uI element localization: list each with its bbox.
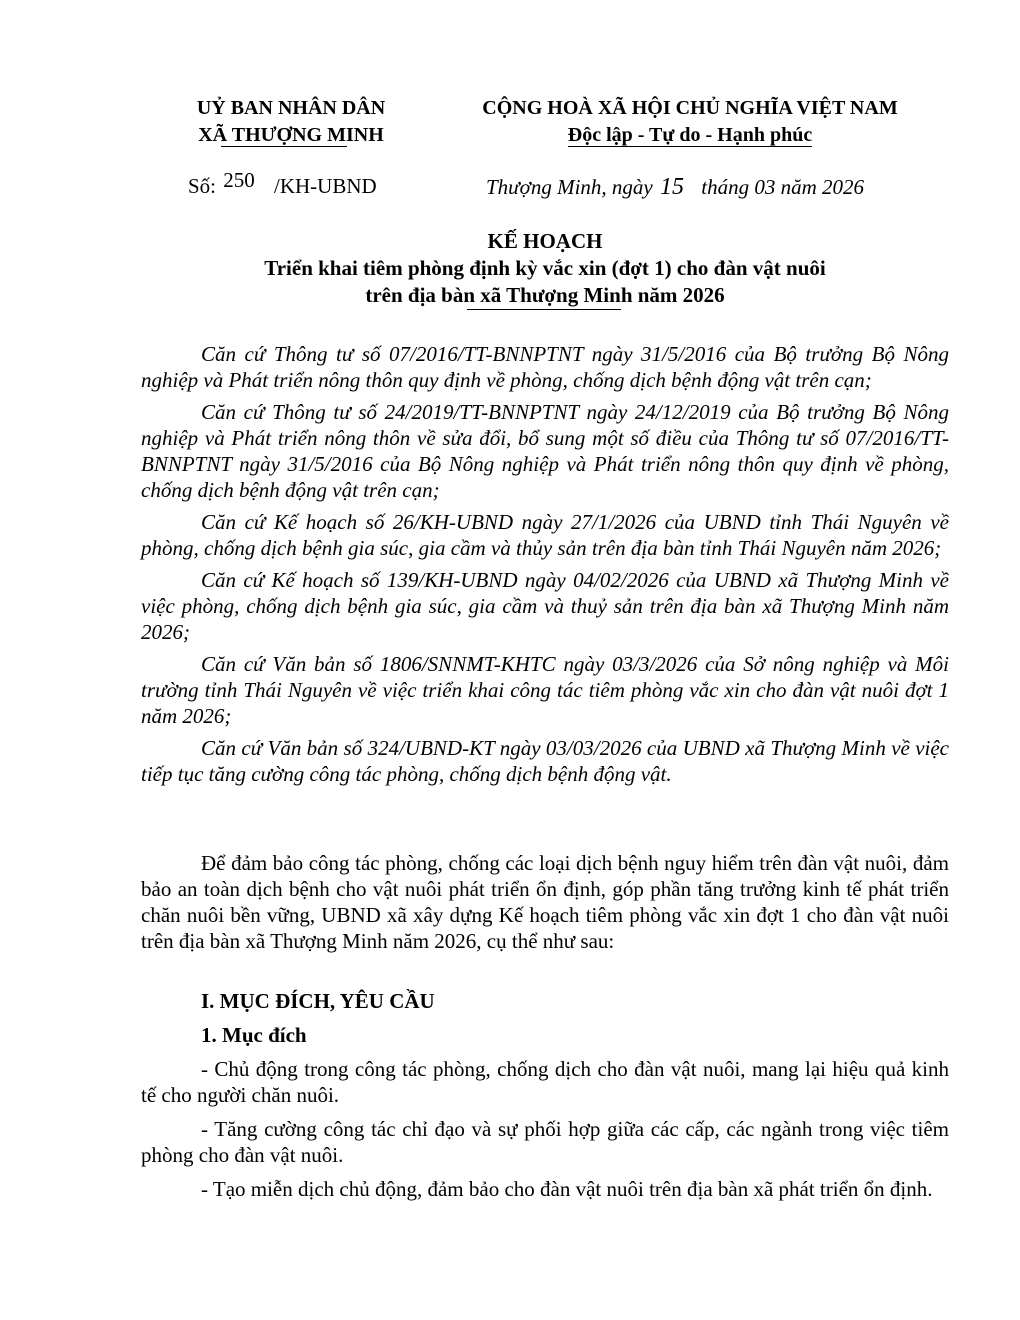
section-1 bbox=[141, 988, 949, 1202]
title-sub-1: Triển khai tiêm phòng định kỳ vắc xin (đợt 1) cho đàn vật nuôi bbox=[264, 256, 826, 280]
document-title bbox=[141, 228, 949, 309]
section-1-heading: I. MỤC ĐÍCH, YÊU CẦU bbox=[201, 989, 435, 1013]
authority-line-1: UỶ BAN NHÂN DÂN bbox=[196, 97, 386, 119]
doc-number-prefix: Số: bbox=[188, 174, 217, 198]
issuing-authority bbox=[176, 95, 406, 149]
authority-line-2: XÃ THƯỢNG MINH bbox=[198, 124, 384, 146]
country-name: CỘNG HOÀ XÃ HỘI CHỦ NGHĨA VIỆT NAM bbox=[482, 97, 898, 119]
authority-underline bbox=[221, 146, 347, 147]
legal-bases bbox=[141, 341, 949, 787]
motto: Độc lập - Tự do - Hạnh phúc bbox=[567, 124, 813, 146]
legal-basis-5: Căn cứ Văn bản số 1806/SNNMT-KHTC ngày 03/3/2026 của Sở nông nghiệp và Môi trường tỉnh Thái Nguyên về việc triển khai công tác tiêm phòng vắc xin cho đàn vật nuôi đợt 1 năm 2026; bbox=[141, 652, 949, 728]
title-main: KẾ HOẠCH bbox=[487, 229, 603, 253]
legal-basis-3: Căn cứ Kế hoạch số 26/KH-UBND ngày 27/1/2026 của UBND tỉnh Thái Nguyên về phòng, chống dịch bệnh gia súc, gia cầm và thủy sản trên địa bàn tỉnh Thái Nguyên năm 2026; bbox=[141, 510, 949, 560]
doc-number-suffix: /KH-UBND bbox=[274, 174, 377, 198]
section-1-sub-heading: 1. Mục đích bbox=[201, 1023, 307, 1047]
intro-block bbox=[141, 850, 949, 954]
legal-basis-6: Căn cứ Văn bản số 324/UBND-KT ngày 03/03/2026 của UBND xã Thượng Minh về việc tiếp tục tăng cường công tác phòng, chống dịch bệnh động vật. bbox=[141, 736, 949, 786]
purpose-item-2: - Tăng cường công tác chỉ đạo và sự phối hợp giữa các cấp, các ngành trong việc tiêm phòng cho đàn vật nuôi. bbox=[141, 1117, 949, 1167]
national-motto bbox=[455, 95, 925, 149]
document-number bbox=[188, 168, 377, 200]
date-day: 15 bbox=[660, 174, 684, 200]
title-sub-2: trên địa bàn xã Thượng Minh năm 2026 bbox=[365, 283, 725, 307]
purpose-item-3: - Tạo miễn dịch chủ động, đảm bảo cho đàn vật nuôi trên địa bàn xã phát triển ổn định. bbox=[201, 1177, 933, 1201]
legal-basis-4: Căn cứ Kế hoạch số 139/KH-UBND ngày 04/02/2026 của UBND xã Thượng Minh về việc phòng, chống dịch bệnh gia súc, gia cầm và thuỷ sản trên địa bàn xã Thượng Minh năm 2026; bbox=[141, 568, 949, 644]
purpose-item-1: - Chủ động trong công tác phòng, chống dịch cho đàn vật nuôi, mang lại hiệu quả kinh tế cho người chăn nuôi. bbox=[141, 1057, 949, 1107]
doc-number-value: 250 bbox=[223, 168, 255, 192]
place: Thượng Minh, ngày bbox=[486, 175, 653, 199]
place-date bbox=[486, 173, 864, 201]
legal-basis-2: Căn cứ Thông tư số 24/2019/TT-BNNPTNT ngày 24/12/2019 của Bộ trưởng Bộ Nông nghiệp và Phát triển nông thôn về sửa đổi, bổ sung một số điều của Thông tư số 07/2016/TT-BNNPTNT ngày 31/5/2016 của Bộ Nông nghiệp và Phát triển nông thôn quy định về phòng, chống dịch bệnh động vật trên cạn; bbox=[141, 400, 949, 502]
title-underline bbox=[467, 309, 621, 310]
legal-basis-1: Căn cứ Thông tư số 07/2016/TT-BNNPTNT ngày 31/5/2016 của Bộ trưởng Bộ Nông nghiệp và Phát triển nông thôn quy định về phòng, chống dịch bệnh động vật trên cạn; bbox=[141, 342, 949, 392]
intro-paragraph: Để đảm bảo công tác phòng, chống các loại dịch bệnh nguy hiểm trên đàn vật nuôi, đảm bảo an toàn dịch bệnh cho vật nuôi phát triển ổn định, góp phần tăng trưởng kinh tế phát triển chăn nuôi bền vững, UBND xã xây dựng Kế hoạch tiêm phòng vắc xin đợt 1 cho đàn vật nuôi trên địa bàn xã Thượng Minh năm 2026, cụ thể như sau: bbox=[141, 851, 949, 953]
date-rest: tháng 03 năm 2026 bbox=[701, 175, 864, 199]
